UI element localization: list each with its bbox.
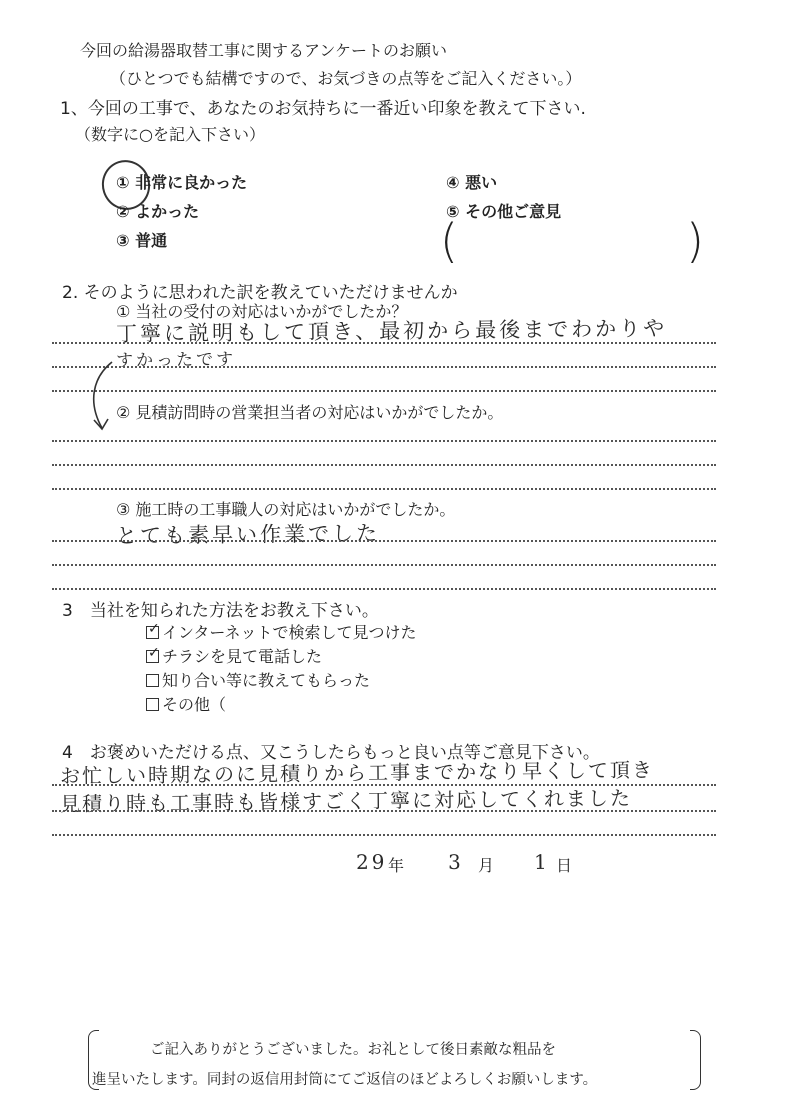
date-day-unit: 日: [556, 856, 573, 875]
answer-line: [52, 366, 716, 368]
q4-answer-line1: お忙しい時期なのに見積りから工事までかなり早くして頂き: [59, 757, 655, 788]
q1-option-3[interactable]: ③ 普通: [116, 231, 168, 250]
q3-option-label: 知り合い等に教えてもらった: [162, 671, 371, 690]
q1-option-1[interactable]: ① 非常に良かった: [116, 173, 248, 192]
q1-option-2[interactable]: ② よかった: [116, 202, 200, 221]
answer-line: [52, 390, 716, 392]
q2-sub1-question: ① 当社の受付の対応はいかがでしたか？: [116, 302, 408, 321]
q1-other-bracket-open: (: [440, 214, 458, 268]
q3-option-label: その他（: [162, 695, 227, 714]
q3-option-label: インターネットで検索して見つけた: [162, 623, 417, 642]
q1-option-4[interactable]: ④ 悪い: [446, 173, 498, 192]
q2-sub1-answer-line1: 丁寧に説明もして頂き、最初から最後までわかりや: [115, 316, 668, 346]
q3-option-acquaintance[interactable]: [146, 668, 370, 691]
checkbox[interactable]: [146, 698, 159, 711]
answer-line: [52, 588, 716, 590]
checkbox[interactable]: [146, 621, 160, 639]
hand-arrow-icon: [84, 358, 124, 438]
q1-other-bracket-close: ): [686, 214, 704, 268]
date-year-value: 29: [355, 849, 388, 874]
date-year-unit: 年: [388, 856, 405, 875]
check-mark-icon: ✓: [148, 621, 160, 637]
date-month-unit: 月: [478, 856, 495, 875]
checkbox[interactable]: [146, 674, 159, 687]
q2-question: 2. そのように思われた訳を教えていただけませんか: [62, 283, 458, 303]
answer-line: [52, 564, 716, 566]
answer-line: [52, 488, 716, 490]
q3-option-internet[interactable]: [146, 620, 417, 643]
answer-line: [52, 464, 716, 466]
check-mark-icon: ✓: [148, 645, 160, 661]
answer-line: [52, 540, 716, 542]
q2-sub1-answer-line2: すかったです: [115, 349, 237, 371]
q4-question: 4 お褒めいただける点、又こうしたらもっと良い点等ご意見下さい。: [62, 743, 600, 763]
q3-question: 3 当社を知られた方法をお教え下さい。: [62, 601, 379, 621]
answer-line: [52, 440, 716, 442]
answer-line: [52, 834, 716, 836]
q2-sub3-answer-line1: とても素早い作業でした: [115, 521, 381, 548]
survey-title: 今回の給湯器取替工事に関するアンケートのお願い: [80, 41, 448, 60]
date-day-value: 1: [533, 849, 550, 874]
answer-line: [52, 810, 716, 812]
q3-option-label: チラシを見て電話した: [162, 647, 323, 666]
footer-line1: ご記入ありがとうございました。お礼として後日素敵な粗品を: [150, 1042, 556, 1058]
q1-instruction: （数字に○を記入下さい）: [75, 125, 265, 144]
footer-bracket-right: [690, 1030, 701, 1090]
footer-line2: 進呈いたします。同封の返信用封筒にてご返信のほどよろしくお願いします。: [92, 1072, 598, 1088]
q1-option-5[interactable]: ⑤ その他ご意見: [446, 202, 562, 221]
q3-option-other[interactable]: [146, 692, 226, 715]
q4-answer-line2: 見積り時も工事時も皆様すごく丁寧に対応してくれました: [59, 786, 633, 816]
q1-question: 1、今回の工事で、あなたのお気持ちに一番近い印象を教えて下さい.: [60, 99, 586, 119]
q2-sub3-question: ③ 施工時の工事職人の対応はいかがでしたか。: [116, 500, 456, 519]
date-month-value: 3: [447, 849, 464, 874]
q3-option-flyer[interactable]: [146, 644, 322, 667]
q2-sub2-question: ② 見積訪問時の営業担当者の対応はいかがでしたか。: [116, 403, 504, 422]
answer-line: [52, 342, 716, 344]
survey-subtitle: （ひとつでも結構ですので、お気づきの点等をご記入ください。）: [110, 69, 582, 88]
checkbox[interactable]: [146, 645, 160, 663]
